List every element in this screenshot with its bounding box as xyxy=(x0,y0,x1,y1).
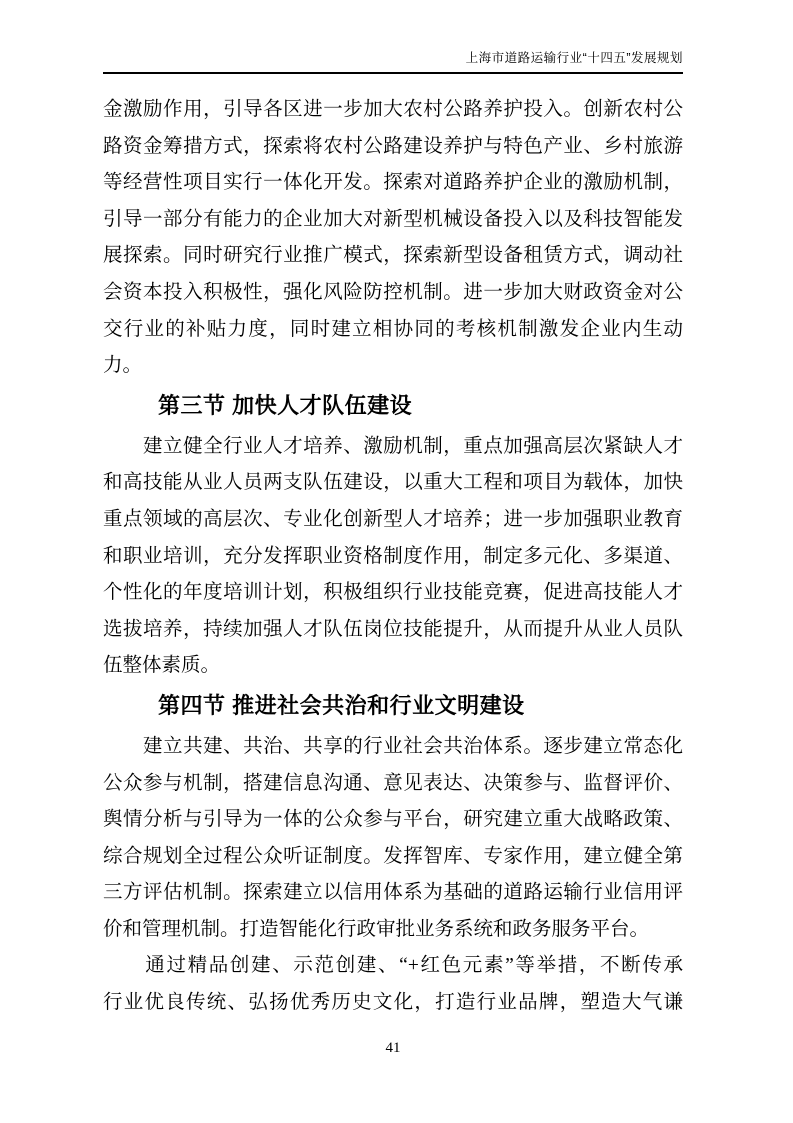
paragraph xyxy=(103,948,683,1021)
text-line: 建立共建、共治、共享的行业社会共治体系。逐步建立常态化 xyxy=(103,735,683,757)
text-line: 建立健全行业人才培养、激励机制，重点加强高层次紧缺人才 xyxy=(103,435,683,457)
document-body xyxy=(103,92,683,1022)
text-line: 展探索。同时研究行业推广模式，探索新型设备租赁方式，调动社 xyxy=(103,245,683,267)
text-line: 会资本投入积极性，强化风险防控机制。进一步加大财政资金对公 xyxy=(103,281,683,303)
text-line: 路资金筹措方式，探索将农村公路建设养护与特色产业、乡村旅游 xyxy=(103,135,683,157)
page-number: 41 xyxy=(385,1040,401,1056)
section-heading: 第三节 加快人才队伍建设 xyxy=(158,392,413,418)
paragraph xyxy=(103,92,683,385)
text-line: 引导一部分有能力的企业加大对新型机械设备投入以及科技智能发 xyxy=(103,208,683,230)
text-line: 公众参与机制，搭建信息沟通、意见表达、决策参与、监督评价、 xyxy=(103,772,683,794)
page-footer xyxy=(103,1038,683,1058)
paragraph xyxy=(103,729,683,949)
text-line: 价和管理机制。打造智能化行政审批业务系统和政务服务平台。 xyxy=(103,918,650,940)
text-line: 选拔培养，持续加强人才队伍岗位技能提升，从而提升从业人员队 xyxy=(103,618,683,640)
text-line: 个性化的年度培训计划，积极组织行业技能竞赛，促进高技能人才 xyxy=(103,582,683,604)
text-line: 等经营性项目实行一体化开发。探索对道路养护企业的激励机制， xyxy=(103,172,683,194)
text-line: 综合规划全过程公众听证制度。发挥智库、专家作用，建立健全第 xyxy=(103,845,683,867)
text-line: 力。 xyxy=(103,355,143,377)
text-line: 和职业培训，充分发挥职业资格制度作用，制定多元化、多渠道、 xyxy=(103,545,683,567)
text-line: 通过精品创建、示范创建、“+红色元素”等举措，不断传承 xyxy=(103,955,683,977)
paragraph xyxy=(103,429,683,685)
header-title: 上海市道路运输行业“十四五”发展规划 xyxy=(465,51,683,65)
text-line: 伍整体素质。 xyxy=(103,655,221,677)
text-line: 重点领域的高层次、专业化创新型人才培养；进一步加强职业教育 xyxy=(103,508,683,530)
page-header xyxy=(103,50,683,74)
section-heading: 第四节 推进社会共治和行业文明建设 xyxy=(158,692,525,718)
text-line: 行业优良传统、弘扬优秀历史文化，打造行业品牌，塑造大气谦 xyxy=(103,992,683,1014)
text-line: 三方评估机制。探索建立以信用体系为基础的道路运输行业信用评 xyxy=(103,882,683,904)
text-line: 交行业的补贴力度，同时建立相协同的考核机制激发企业内生动 xyxy=(103,318,683,340)
text-line: 和高技能从业人员两支队伍建设，以重大工程和项目为载体，加快 xyxy=(103,472,683,494)
text-line: 金激励作用，引导各区进一步加大农村公路养护投入。创新农村公 xyxy=(103,99,683,120)
text-line: 舆情分析与引导为一体的公众参与平台，研究建立重大战略政策、 xyxy=(103,809,683,831)
